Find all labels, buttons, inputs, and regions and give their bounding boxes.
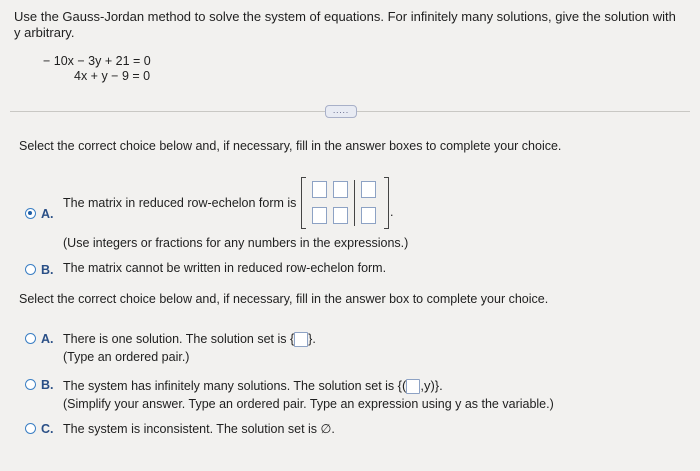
part2-option-b-line (63, 378, 443, 394)
part2-option-b-note: (Simplify your answer. Type an ordered pair. Type an expression using y as the variable.) (63, 397, 554, 411)
part1-option-a-note: (Use integers or fractions for any numbers in the expressions.) (63, 236, 409, 250)
solution-set-close: ,y)}. (420, 378, 443, 393)
matrix-right-bracket (384, 177, 389, 229)
part1-option-a-radio[interactable] (25, 208, 36, 219)
part2-option-b-letter: B. (41, 378, 54, 392)
show-more-button[interactable]: ..... (325, 105, 357, 118)
part1-option-b-text: The matrix cannot be written in reduced row-echelon form. (63, 261, 387, 275)
x-expression-answer-box[interactable] (406, 379, 420, 394)
rref-matrix (301, 177, 389, 229)
part2-option-b-radio[interactable] (25, 379, 36, 390)
part2-option-c-radio[interactable] (25, 423, 36, 434)
matrix-cell-r1c1[interactable] (312, 181, 327, 198)
part2-option-a-letter: A. (41, 332, 54, 346)
part2-option-a-radio[interactable] (25, 333, 36, 344)
question-instruction: Use the Gauss-Jordan method to solve the system of equations. For infinitely many solutions, give the solution with y arbitrary. (14, 9, 676, 40)
part2-prompt: Select the correct choice below and, if necessary, fill in the answer box to complete your choice. (19, 292, 549, 306)
solution-set-open: {( (397, 378, 407, 393)
part2-option-a-text: There is one solution. The solution set is { (63, 332, 295, 346)
equation-1: − 10x − 3y + 21 = 0 (43, 54, 151, 68)
part2-option-c-text: The system is inconsistent. The solution set is ∅. (63, 422, 335, 436)
part1-option-b-letter: B. (41, 263, 54, 277)
part2-option-a-note: (Type an ordered pair.) (63, 350, 190, 364)
matrix-cell-r1c2[interactable] (333, 181, 348, 198)
matrix-cell-r2c3[interactable] (361, 207, 376, 224)
matrix-cell-r2c1[interactable] (312, 207, 327, 224)
equation-2: 4x + y − 9 = 0 (74, 69, 151, 83)
part2-option-b-text: The system has infinitely many solutions. The solution set is (63, 379, 395, 393)
part1-option-a-letter: A. (41, 207, 54, 221)
matrix-period: . (390, 205, 394, 219)
part2-option-a-line (63, 332, 316, 347)
matrix-left-bracket (301, 177, 306, 229)
matrix-cell-r1c3[interactable] (361, 181, 376, 198)
part1-option-a-text: The matrix in reduced row-echelon form is (63, 196, 297, 210)
matrix-cell-r2c2[interactable] (333, 207, 348, 224)
part1-prompt: Select the correct choice below and, if necessary, fill in the answer boxes to complete your choice. (19, 139, 562, 153)
matrix-augment-line (354, 180, 355, 226)
part1-option-b-radio[interactable] (25, 264, 36, 275)
solution-answer-box[interactable] (294, 332, 308, 347)
part2-option-a-close: }. (308, 332, 316, 346)
part2-option-c-letter: C. (41, 422, 54, 436)
